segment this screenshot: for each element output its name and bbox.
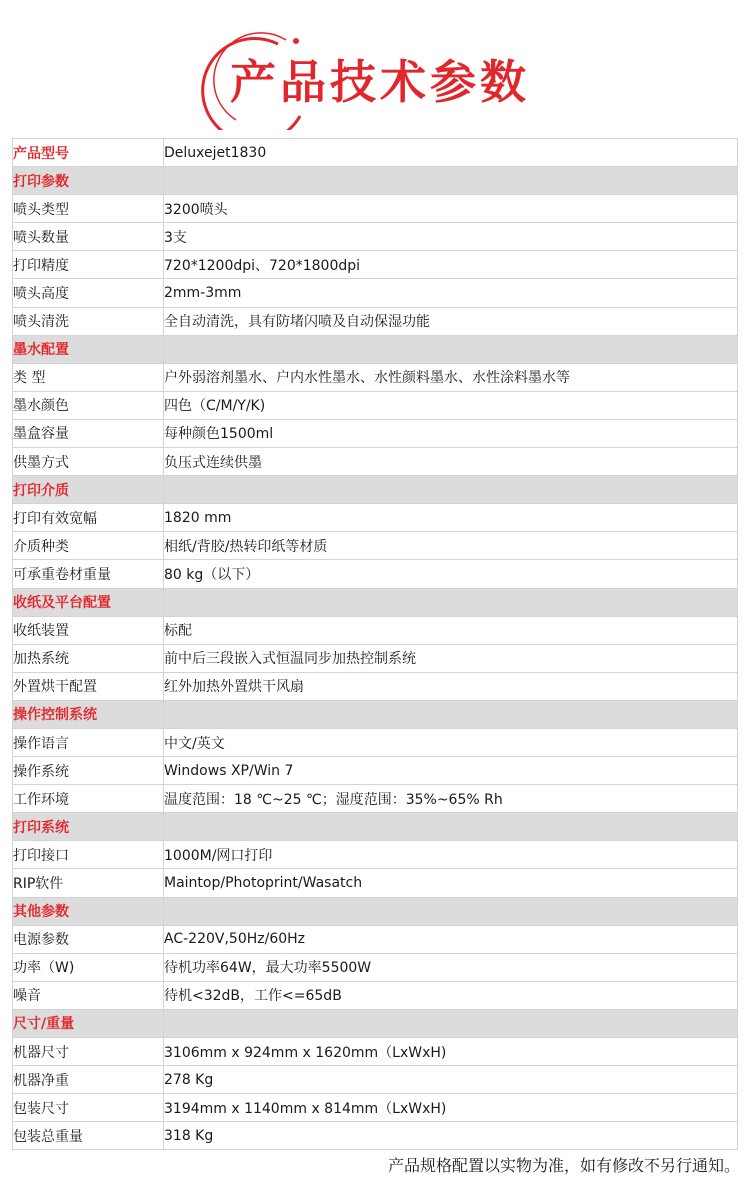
spec-value: 每种颜色1500ml: [164, 419, 738, 447]
spec-label: 喷头高度: [13, 279, 164, 307]
section-title: 墨水配置: [13, 335, 164, 363]
spec-row: [13, 448, 738, 476]
spec-row: [13, 841, 738, 869]
section-header-row: [13, 1009, 738, 1037]
page-header: [0, 0, 750, 130]
spec-label: 工作环境: [13, 785, 164, 813]
section-header-blank: [164, 700, 738, 728]
spec-label: 喷头类型: [13, 195, 164, 223]
section-header-row: [13, 476, 738, 504]
spec-row: [13, 757, 738, 785]
spec-label: 噪音: [13, 981, 164, 1009]
spec-label: 喷头数量: [13, 223, 164, 251]
model-value: Deluxejet1830: [164, 139, 738, 167]
spec-label: 类 型: [13, 363, 164, 391]
spec-value: 3200喷头: [164, 195, 738, 223]
spec-row: [13, 1122, 738, 1150]
spec-value: 80 kg（以下）: [164, 560, 738, 588]
spec-row: [13, 925, 738, 953]
spec-row: [13, 672, 738, 700]
spec-row: [13, 419, 738, 447]
spec-row: [13, 644, 738, 672]
spec-row: [13, 363, 738, 391]
spec-value: 3194mm x 1140mm x 814mm（LxWxH): [164, 1094, 738, 1122]
spec-value: 前中后三段嵌入式恒温同步加热控制系统: [164, 644, 738, 672]
spec-value: 中文/英文: [164, 728, 738, 756]
spec-value: 温度范围：18 ℃~25 ℃；湿度范围：35%~65% Rh: [164, 785, 738, 813]
spec-label: 供墨方式: [13, 448, 164, 476]
spec-value: Maintop/Photoprint/Wasatch: [164, 869, 738, 897]
spec-label: 可承重卷材重量: [13, 560, 164, 588]
spec-value: AC-220V,50Hz/60Hz: [164, 925, 738, 953]
model-row: [13, 139, 738, 167]
spec-value: 318 Kg: [164, 1122, 738, 1150]
spec-label: 功率（W): [13, 953, 164, 981]
section-header-row: [13, 335, 738, 363]
spec-label: 收纸装置: [13, 616, 164, 644]
spec-value: 278 Kg: [164, 1066, 738, 1094]
spec-row: [13, 223, 738, 251]
spec-row: [13, 953, 738, 981]
section-header-row: [13, 167, 738, 195]
spec-value: 四色（C/M/Y/K): [164, 391, 738, 419]
spec-label: 操作系统: [13, 757, 164, 785]
spec-row: [13, 1066, 738, 1094]
section-header-row: [13, 897, 738, 925]
spec-value: 相纸/背胶/热转印纸等材质: [164, 532, 738, 560]
spec-label: 墨水颜色: [13, 391, 164, 419]
spec-value: 1820 mm: [164, 504, 738, 532]
spec-row: [13, 981, 738, 1009]
section-header-blank: [164, 813, 738, 841]
spec-row: [13, 195, 738, 223]
section-header-row: [13, 813, 738, 841]
spec-row: [13, 391, 738, 419]
section-title: 打印参数: [13, 167, 164, 195]
spec-value: 2mm-3mm: [164, 279, 738, 307]
section-title: 收纸及平台配置: [13, 588, 164, 616]
spec-row: [13, 1038, 738, 1066]
spec-row: [13, 728, 738, 756]
section-header-blank: [164, 167, 738, 195]
spec-label: 机器尺寸: [13, 1038, 164, 1066]
spec-row: [13, 279, 738, 307]
spec-label: 包装尺寸: [13, 1094, 164, 1122]
section-header-row: [13, 700, 738, 728]
section-title: 打印介质: [13, 476, 164, 504]
spec-label: 打印接口: [13, 841, 164, 869]
spec-label: 墨盒容量: [13, 419, 164, 447]
spec-value: 3106mm x 924mm x 1620mm（LxWxH): [164, 1038, 738, 1066]
spec-label: 打印精度: [13, 251, 164, 279]
section-title: 尺寸/重量: [13, 1009, 164, 1037]
spec-value: 全自动清洗，具有防堵闪喷及自动保湿功能: [164, 307, 738, 335]
spec-row: [13, 785, 738, 813]
spec-row: [13, 532, 738, 560]
section-header-blank: [164, 588, 738, 616]
spec-row: [13, 560, 738, 588]
spec-value: 720*1200dpi、720*1800dpi: [164, 251, 738, 279]
spec-row: [13, 504, 738, 532]
spec-value: 3支: [164, 223, 738, 251]
spec-value: 待机功率64W，最大功率5500W: [164, 953, 738, 981]
spec-value: 1000M/网口打印: [164, 841, 738, 869]
section-header-row: [13, 588, 738, 616]
spec-label: 电源参数: [13, 925, 164, 953]
spec-table: [12, 138, 738, 1150]
spec-label: 外置烘干配置: [13, 672, 164, 700]
section-title: 打印系统: [13, 813, 164, 841]
section-header-blank: [164, 1009, 738, 1037]
section-title: 其他参数: [13, 897, 164, 925]
spec-value: 负压式连续供墨: [164, 448, 738, 476]
spec-row: [13, 869, 738, 897]
spec-row: [13, 1094, 738, 1122]
spec-label: 机器净重: [13, 1066, 164, 1094]
spec-label: 喷头清洗: [13, 307, 164, 335]
spec-row: [13, 251, 738, 279]
section-header-blank: [164, 897, 738, 925]
spec-label: RIP软件: [13, 869, 164, 897]
spec-label: 介质种类: [13, 532, 164, 560]
page-title: 产品技术参数: [230, 55, 530, 109]
spec-value: 红外加热外置烘干风扇: [164, 672, 738, 700]
section-header-blank: [164, 476, 738, 504]
spec-label: 打印有效宽幅: [13, 504, 164, 532]
spec-label: 包装总重量: [13, 1122, 164, 1150]
spec-label: 操作语言: [13, 728, 164, 756]
model-label: 产品型号: [13, 139, 164, 167]
spec-row: [13, 616, 738, 644]
spec-row: [13, 307, 738, 335]
spec-value: 户外弱溶剂墨水、户内水性墨水、水性颜料墨水、水性涂料墨水等: [164, 363, 738, 391]
footer-note: 产品规格配置以实物为准，如有修改不另行通知。: [387, 1156, 740, 1175]
spec-value: Windows XP/Win 7: [164, 757, 738, 785]
section-header-blank: [164, 335, 738, 363]
spec-value: 待机<32dB，工作<=65dB: [164, 981, 738, 1009]
spec-value: 标配: [164, 616, 738, 644]
section-title: 操作控制系统: [13, 700, 164, 728]
spec-label: 加热系统: [13, 644, 164, 672]
